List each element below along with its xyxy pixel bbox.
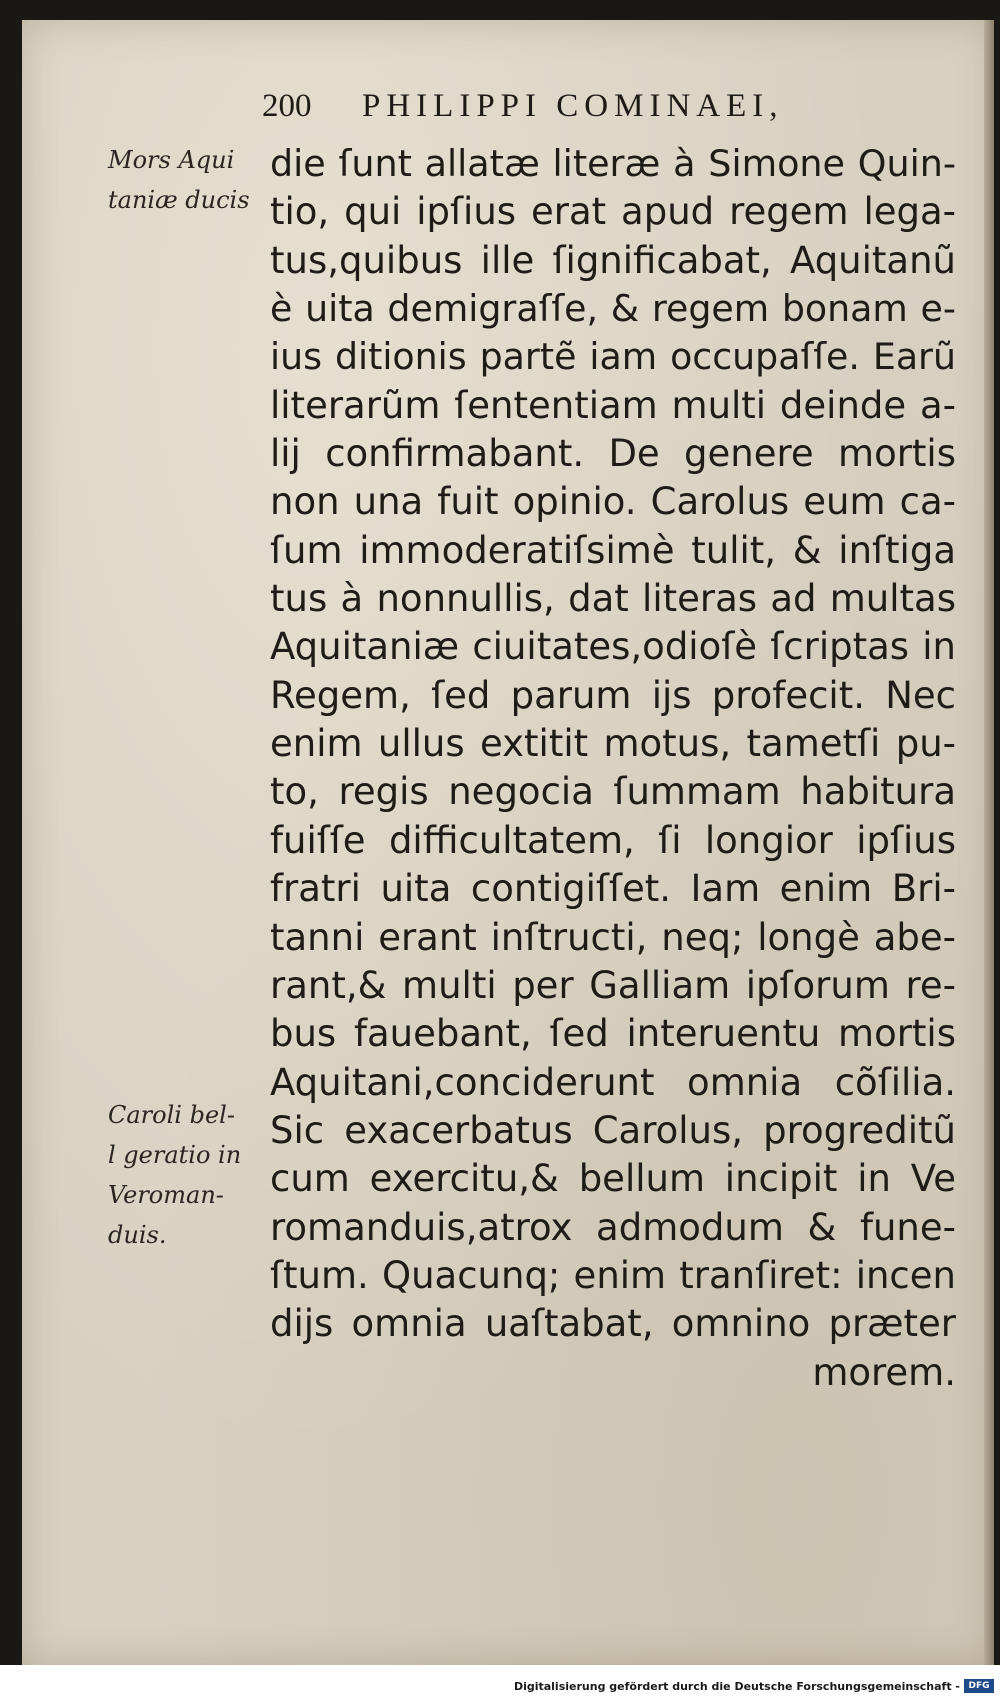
text-line: tus,quibus ille ſignificabat, Aquitanũ [270, 238, 956, 282]
text-line: non una fuit opinio. Carolus eum ca- [270, 480, 956, 524]
page-header [262, 88, 784, 125]
text-line: die ſunt allatæ literæ à Simone Quin- [270, 142, 956, 185]
text-line: cum exercitu,& bellum incipit in Ve [270, 1157, 956, 1201]
page-number: 200 [262, 88, 312, 124]
running-title: PHILIPPI COMINAEI, [362, 88, 784, 124]
text-line: ſum immoderatiſsimè tulit, & inſtiga [270, 528, 956, 572]
text-line: dijs omnia uaſtabat, omnino præter [270, 1302, 956, 1346]
text-line: bus fauebant, ſed interuentu mortis [270, 1012, 956, 1056]
text-line: Aquitaniæ ciuitates,odioſè ſcriptas in [270, 625, 956, 669]
text-line: tio, qui ipſius erat apud regem lega- [270, 190, 956, 234]
text-line: ſtum. Quacunq; enim tranſiret: incen [270, 1253, 956, 1297]
text-line: literarũm ſententiam multi deinde a- [270, 383, 956, 427]
text-line: to, regis negocia ſummam habitura [270, 770, 956, 814]
margin-note-line: duis. [108, 1221, 167, 1249]
marginalia [108, 140, 258, 1249]
body-text [270, 140, 956, 1397]
margin-note-line: Mors Aqui [108, 146, 235, 174]
text-line: romanduis,atrox admodum & fune- [270, 1205, 956, 1249]
text-line: Regem, ſed parum ijs profecit. Nec [270, 673, 956, 717]
margin-note-line: Veroman- [108, 1181, 224, 1209]
text-line: lij confirmabant. De genere mortis [270, 432, 956, 476]
text-line: Sic exacerbatus Carolus, progreditũ [270, 1108, 956, 1152]
text-line-final: morem. [812, 1350, 956, 1394]
margin-note-death-of-aquitaine [108, 140, 258, 220]
text-line: tanni erant inſtructi, neq; longè abe- [270, 915, 956, 959]
text-line: tus à nonnullis, dat literas ad multas [270, 577, 956, 621]
margin-note-war-in-vermandois [108, 1095, 241, 1255]
text-line: Aquitani,conciderunt omnia cõſilia. [270, 1060, 956, 1104]
digitization-credit: Digitalisierung gefördert durch die Deutsche Forschungsgemeinschaft - [513, 1680, 960, 1693]
dfg-logo-icon: DFG [964, 1679, 994, 1693]
margin-note-line: Caroli bel- [108, 1101, 235, 1129]
page-edge [984, 20, 994, 1665]
text-line: fratri uita contigiſſet. Iam enim Bri- [270, 867, 956, 911]
margin-note-line: taniæ ducis [108, 186, 250, 214]
margin-note-line: l geratio in [108, 1141, 242, 1169]
text-line: rant,& multi per Galliam ipſorum re- [270, 963, 956, 1007]
text-line: è uita demigraſſe, & regem bonam e- [270, 287, 956, 331]
text-line: fuiſſe difficultatem, ſi longior ipſius [270, 818, 956, 862]
text-line: ius ditionis partẽ iam occupaſſe. Earũ [270, 335, 956, 379]
text-line: enim ullus extitit motus, tametſi pu- [270, 722, 956, 766]
